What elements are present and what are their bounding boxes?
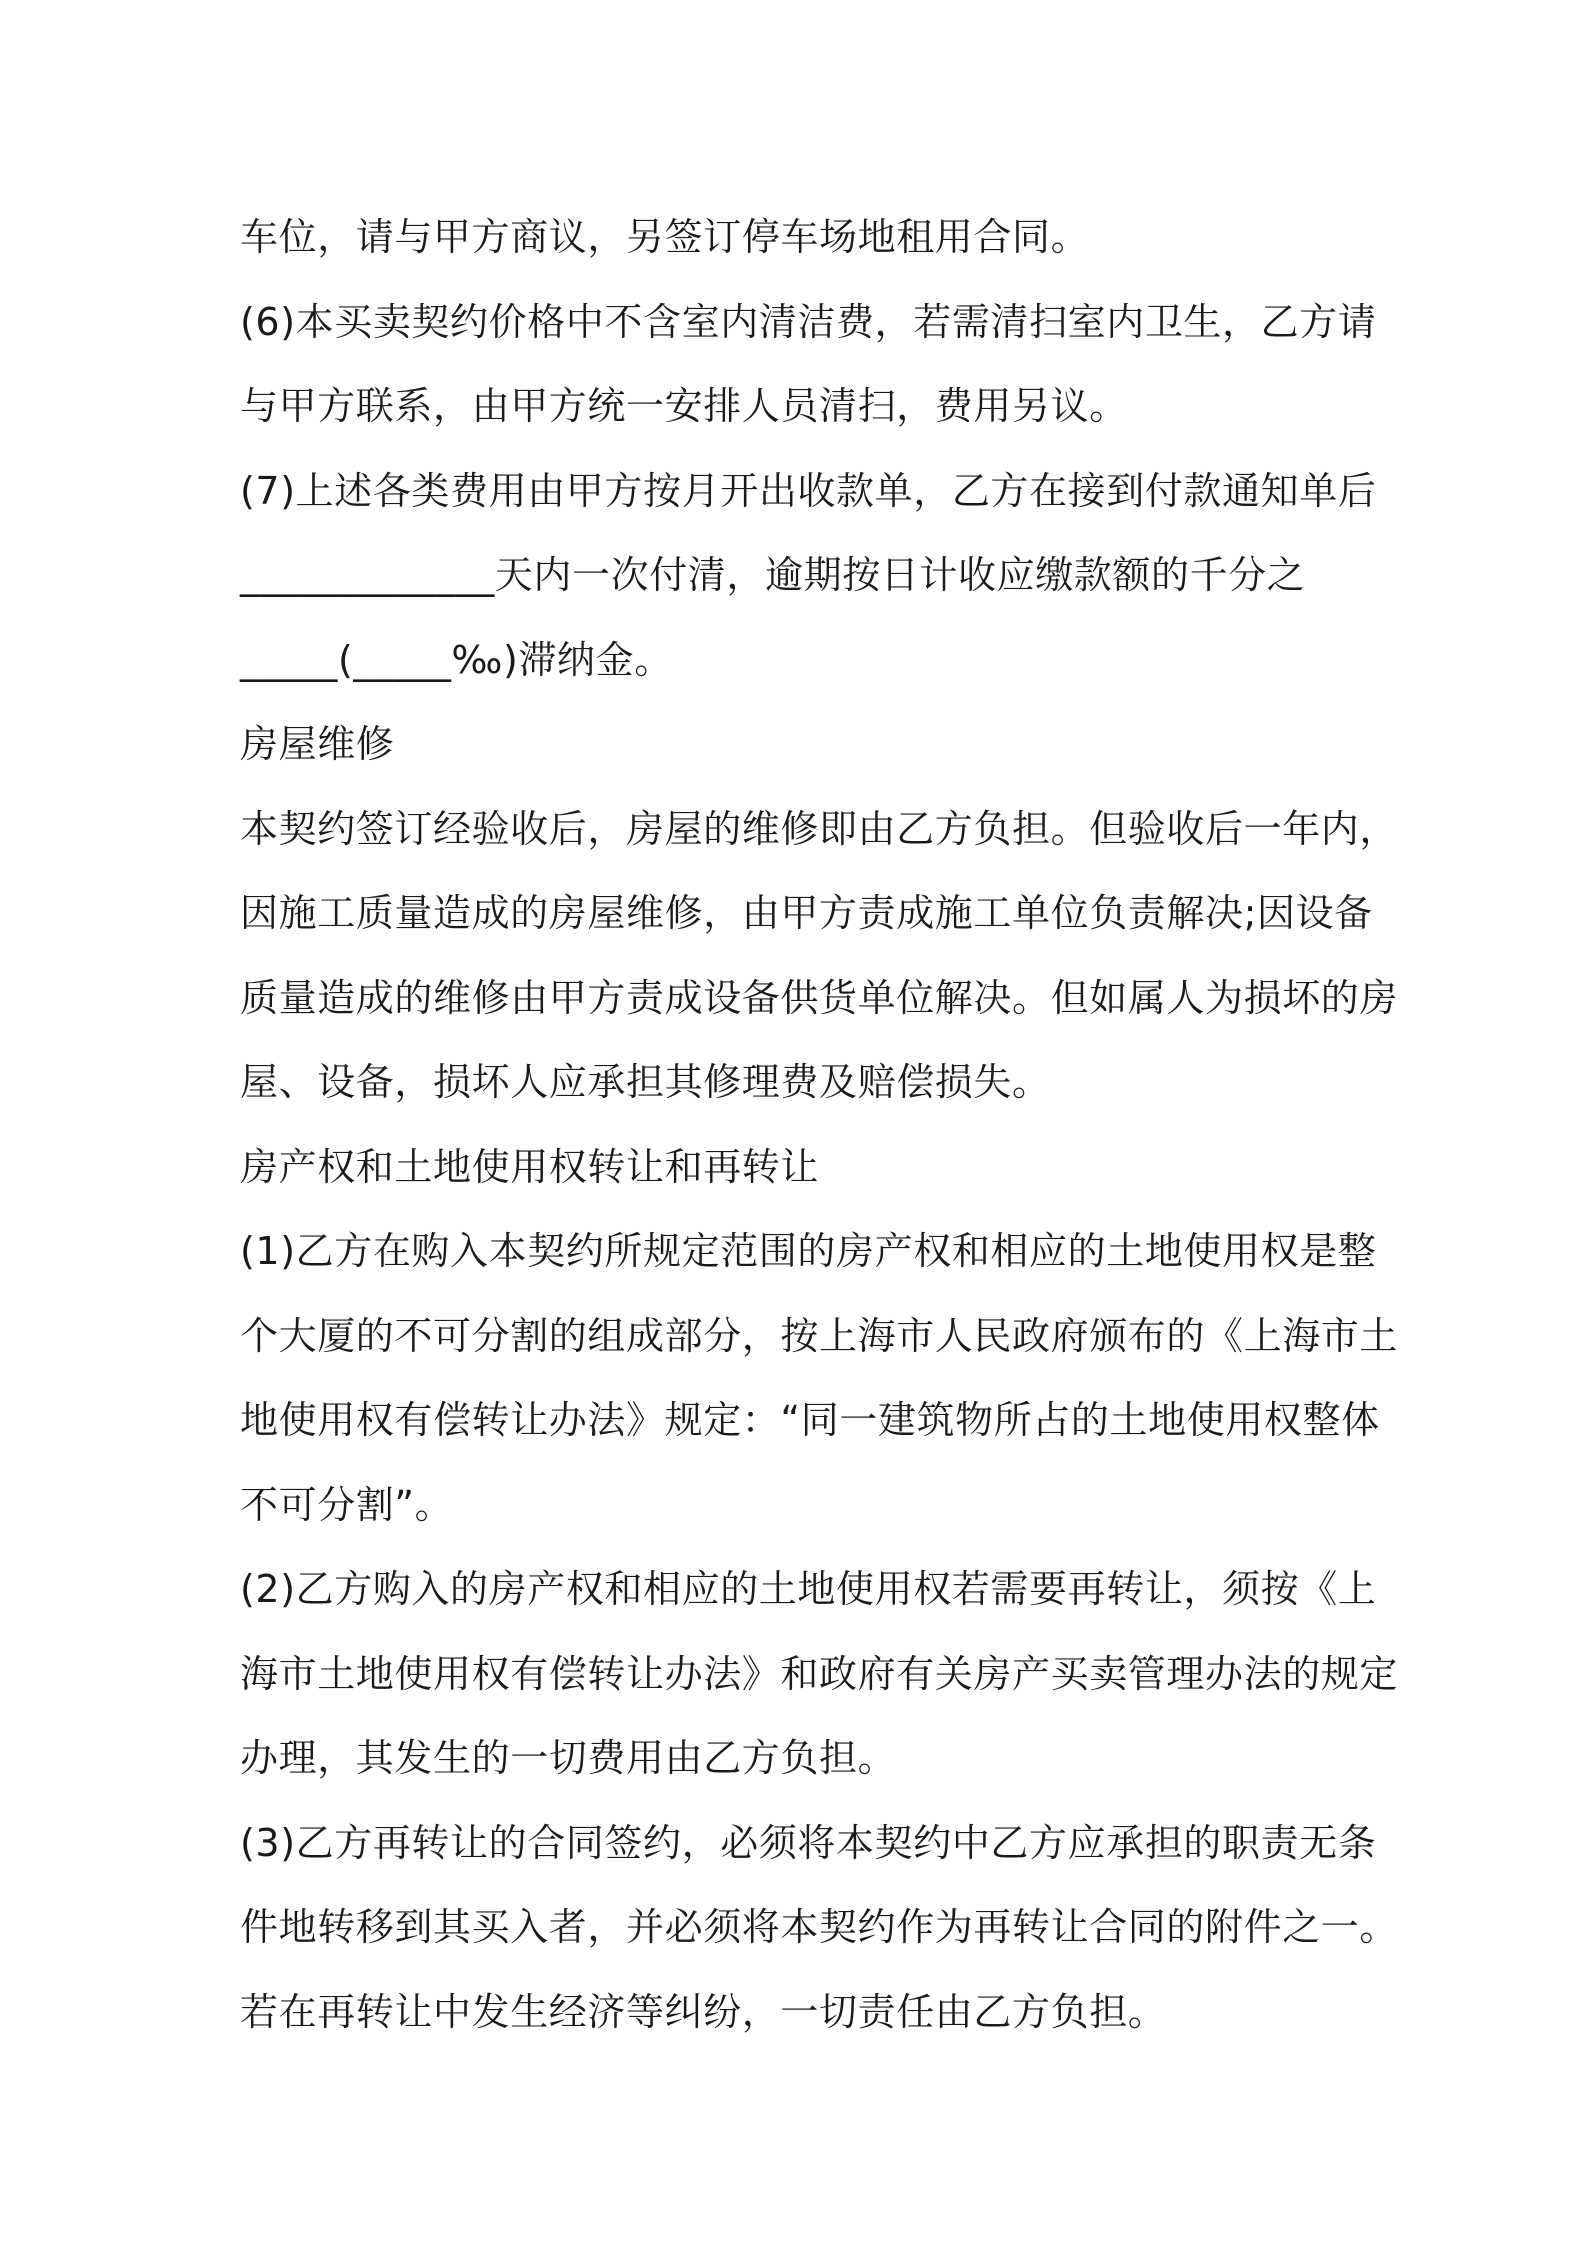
paragraph-line: (7)上述各类费用由甲方按月开出收款单，乙方在接到付款通知单后 [240,468,1377,513]
paragraph-line: _____(_____‰)滞纳金。 [240,637,673,682]
paragraph-line: 若在再转让中发生经济等纠纷，一切责任由乙方负担。 [240,1989,1167,2034]
paragraph-line: 屋、设备，损坏人应承担其修理费及赔偿损失。 [240,1060,1051,1104]
paragraph-line: 个大厦的不可分割的组成部分，按上海市人民政府颁布的《上海市土 [240,1313,1399,1358]
paragraph-line: (6)本买卖契约价格中不含室内清洁费，若需清扫室内卫生，乙方请 [240,299,1377,344]
paragraph-line: 因施工质量造成的房屋维修，由甲方责成施工单位负责解决;因设备 [240,891,1373,935]
paragraph-line: 不可分割”。 [240,1482,454,1527]
paragraph-line: (1)乙方在购入本契约所规定范围的房产权和相应的土地使用权是整 [240,1229,1377,1273]
paragraph-line: (3)乙方再转让的合同签约，必须将本契约中乙方应承担的职责无条 [240,1820,1377,1865]
paragraph-line: 地使用权有偿转让办法》规定：“同一建筑物所占的土地使用权整体 [240,1398,1380,1442]
paragraph-line: _____________天内一次付清，逾期按日计收应缴款额的千分之 [240,553,1306,597]
paragraph-line: 海市土地使用权有偿转让办法》和政府有关房产买卖管理办法的规定 [240,1651,1399,1696]
paragraph-line: 件地转移到其买入者，并必须将本契约作为再转让合同的附件之一。 [240,1905,1399,1949]
section-heading: 房产权和土地使用权转让和再转让 [240,1144,820,1189]
paragraph-line: 本契约签订经验收后，房屋的维修即由乙方负担。但验收后一年内， [240,806,1399,851]
paragraph-line: 车位，请与甲方商议，另签订停车场地租用合同。 [240,215,1090,259]
paragraph-line: (2)乙方购入的房产权和相应的土地使用权若需要再转让，须按《上 [240,1567,1377,1611]
paragraph-line: 与甲方联系，由甲方统一安排人员清扫，费用另议。 [240,384,1128,428]
paragraph-line: 质量造成的维修由甲方责成设备供货单位解决。但如属人为损坏的房 [240,975,1399,1020]
paragraph-line: 办理，其发生的一切费用由乙方负担。 [240,1736,897,1780]
section-heading: 房屋维修 [240,722,395,766]
document-body [240,195,1399,2054]
